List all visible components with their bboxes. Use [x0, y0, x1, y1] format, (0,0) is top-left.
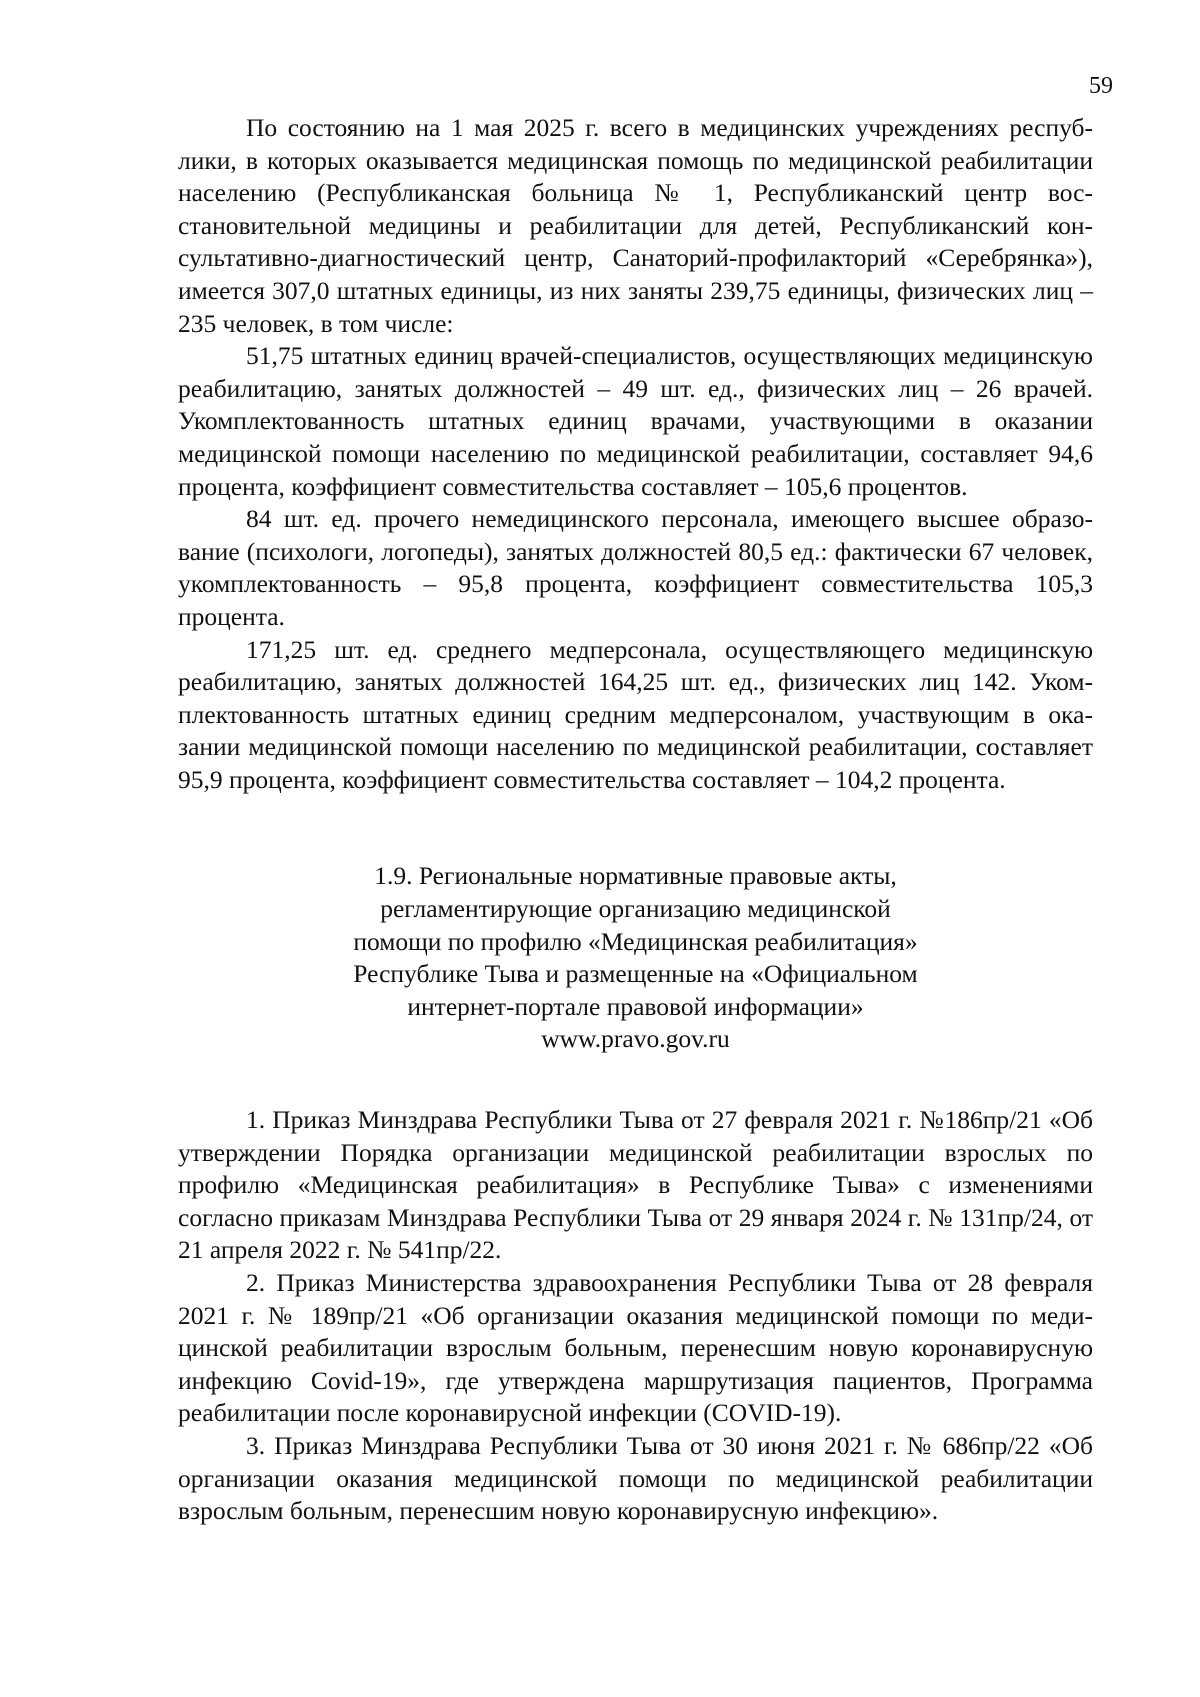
paragraph-non-medical-staff: 84 шт. ед. прочего немедицинского персонала, имеющего высшее образование (психологи, логопеды), занятых должностей 80,5 ед.: фактически 67 человек, укомплектованность – 95,8 процента, коэффициент совместительства 105,3 процента. — [178, 504, 1093, 631]
section-heading-line: регламентирующие организацию медицинской — [380, 894, 891, 924]
list-item-order-189: 2. Приказ Министерства здравоохранения Республики Тыва от 28 февраля 2021 г. № 189пр/21 «Об организации оказания медицинской помощи по медицинской реабилитации взрослым больным, перенесшим новую коронавирусную инфекцию Covid-19», где утверждена маршрутизация пациентов, Программа реабилитации после коронавирусной инфекции (COVID-19). — [178, 1268, 1093, 1428]
paragraph-doctors: 51,75 штатных единиц врачей-специалистов, осуществляющих медицинскую реабилитацию, занятых должностей – 49 шт. ед., физических лиц – 26 врачей. Укомплектованность штатных единиц врачами, участвующими в оказании медицинской помощи населению по медицинской реабилитации, составляет 94,6 процента, коэффициент совместительства составляет – 105,6 процентов. — [178, 341, 1093, 501]
section-heading-line: Республике Тыва и размещенные на «Официальном — [353, 959, 918, 989]
paragraph-staffing-summary: По состоянию на 1 мая 2025 г. всего в медицинских учреждениях республики, в которых оказывается медицинская помощь по медицинской реабилитации населению (Республиканская больница № 1, Республиканский центр восстановительной медицины и реабилитации для детей, Республиканский консультативно-диагностический центр, Санаторий-профилакторий «Серебрянка»), имеется 307,0 штатных единицы, из них заняты 239,75 единицы, физических лиц – 235 человек, в том числе: — [178, 113, 1093, 338]
document-body — [178, 112, 1093, 1528]
page-number: 59 — [1089, 73, 1113, 99]
section-heading — [178, 860, 1093, 1056]
list-item-order-686: 3. Приказ Минздрава Республики Тыва от 30 июня 2021 г. № 686пр/22 «Об организации оказания медицинской помощи по медицинской реабилитации взрослым больным, перенесшим новую коронавирусную инфекцию». — [178, 1430, 1093, 1526]
section-heading-url: www.pravo.gov.ru — [541, 1024, 730, 1054]
section-heading-line: 1.9. Региональные нормативные правовые акты, — [374, 861, 897, 891]
section-heading-line: помощи по профилю «Медицинская реабилитация» — [353, 926, 918, 956]
section-heading-line: интернет-портале правовой информации» — [407, 991, 864, 1021]
paragraph-nursing-staff: 171,25 шт. ед. среднего медперсонала, осуществляющего медицинскую реабилитацию, занятых должностей 164,25 шт. ед., физических лиц 142. Укомплектованность штатных единиц средним медперсоналом, участвующим в оказании медицинской помощи населению по медицинской реабилитации, составляет 95,9 процента, коэффициент совместительства составляет – 104,2 процента. — [178, 634, 1093, 794]
list-item-order-186: 1. Приказ Минздрава Республики Тыва от 27 февраля 2021 г. №186пр/21 «Об утверждении Порядка организации медицинской реабилитации взрослых по профилю «Медицинская реабилитация» в Республике Тыва» с изменениями согласно приказам Минздрава Республики Тыва от 29 января 2024 г. № 131пр/24, от 21 апреля 2022 г. № 541пр/22. — [178, 1105, 1093, 1265]
